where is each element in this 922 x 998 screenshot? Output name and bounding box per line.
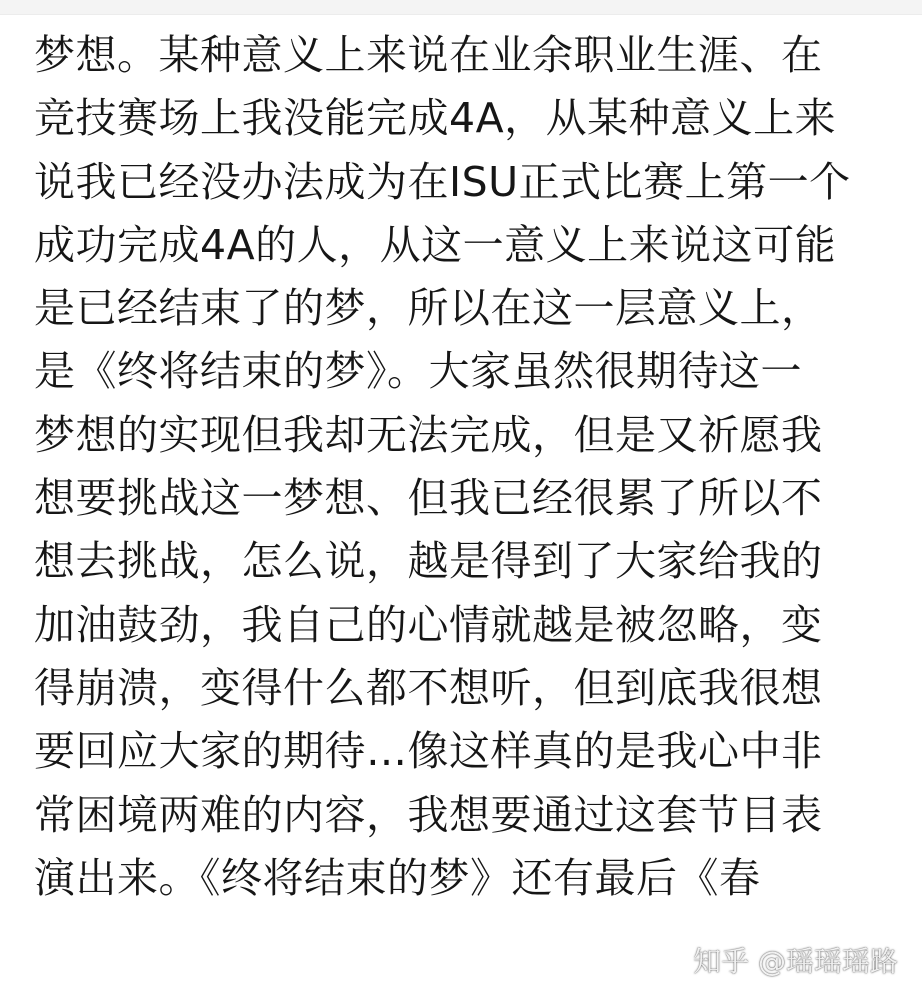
text-line: 梦想。某种意义上来说在业余职业生涯、在	[34, 31, 823, 79]
text-line: 说我已经没办法成为在ISU正式比赛上第一个	[34, 157, 851, 206]
text-line: 梦想的实现但我却无法完成，但是又祈愿我	[34, 410, 823, 459]
text-line: 是已经结束了的梦，所以在这一层意义上，	[34, 284, 823, 333]
text-line: 想去挑战，怎么说，越是得到了大家给我的	[34, 537, 823, 586]
text-line: 竞技赛场上我没能完成4A，从某种意义上来	[34, 94, 837, 143]
zhihu-watermark: 知乎 @瑶瑶瑶路	[693, 945, 898, 978]
text-line: 要回应大家的期待…像这样真的是我心中非	[34, 727, 823, 776]
text-line: 想要挑战这一梦想、但我已经很累了所以不	[34, 474, 823, 523]
text-line: 是《终将结束的梦》。大家虽然很期待这一	[34, 347, 802, 396]
text-line: 得崩溃，变得什么都不想听，但到底我很想	[34, 663, 823, 712]
text-line: 演出来。《终将结束的梦》还有最后《春	[34, 853, 761, 902]
text-line: 成功完成4A的人，从这一意义上来说这可能	[34, 220, 837, 269]
text-line: 加油鼓劲，我自己的心情就越是被忽略，变	[34, 600, 823, 649]
text-line: 常困境两难的内容，我想要通过这套节目表	[34, 790, 823, 839]
article-body	[34, 24, 904, 910]
top-strip	[0, 0, 922, 15]
